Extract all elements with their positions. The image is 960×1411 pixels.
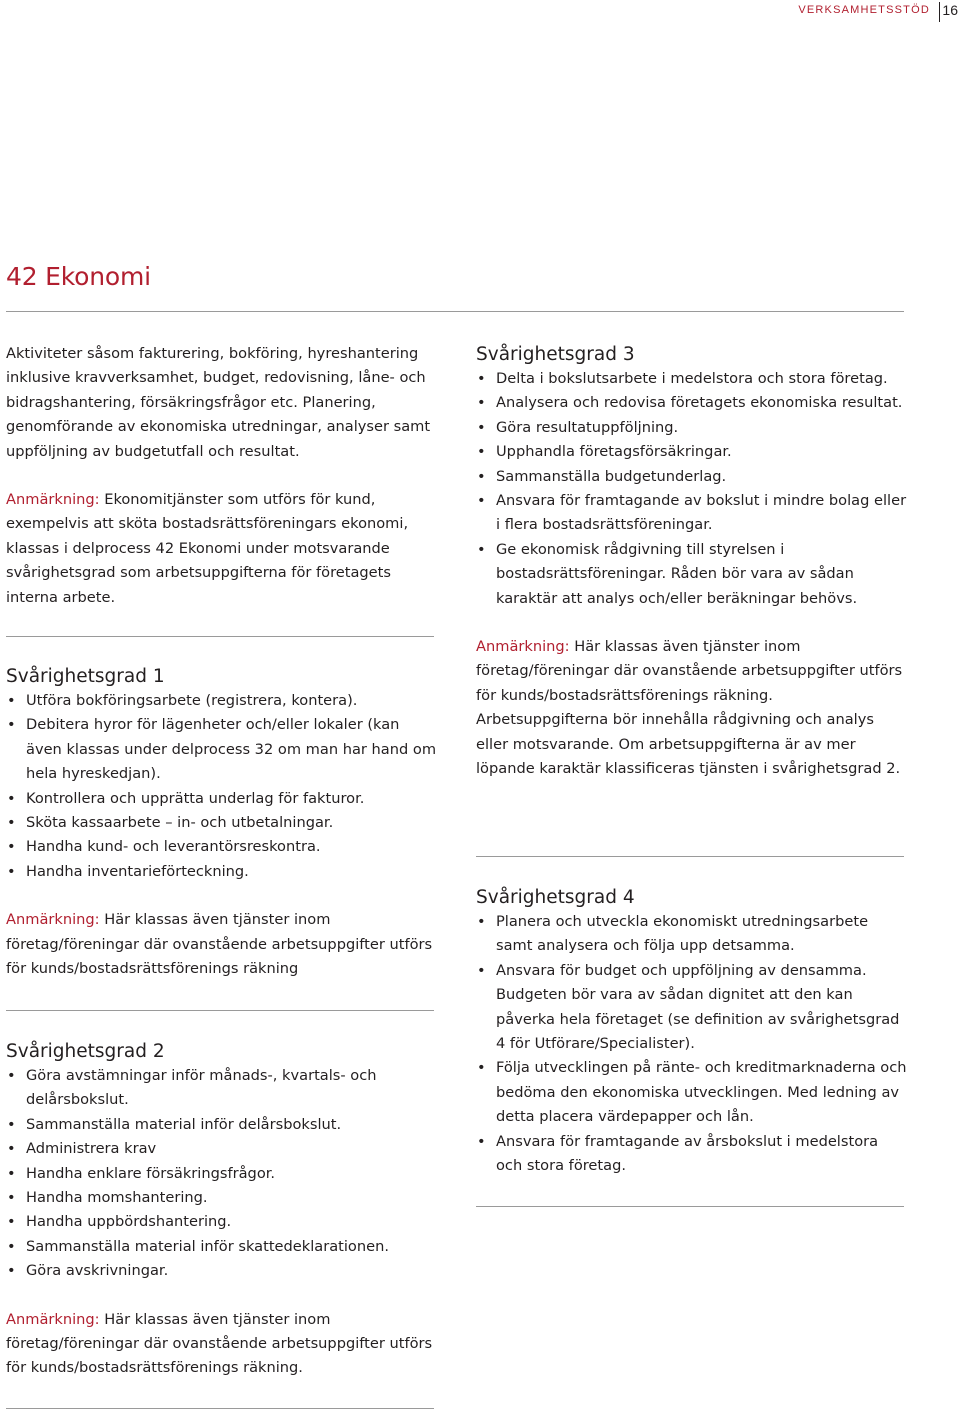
- level3-list: [476, 367, 908, 611]
- note-label: Anmärkning:: [476, 638, 570, 656]
- list-item: • Sammanställa material inför delårsbokslut.: [6, 1113, 438, 1137]
- list-item: • Planera och utveckla ekonomiskt utredningsarbete samt analysera och följa upp detsamma.: [476, 910, 908, 959]
- list-item: • Sammanställa budgetunderlag.: [476, 465, 908, 489]
- list-item: • Handha uppbördshantering.: [6, 1210, 438, 1234]
- note-label: Anmärkning:: [6, 1310, 100, 1328]
- level2-section: [6, 1040, 438, 1381]
- list-item: • Ansvara för budget och uppföljning av densamma. Budgeten bör vara av sådan dignitet att den kan påverka hela företaget (se definition av svårighetsgrad 4 för Utförare/Specialister).: [476, 959, 908, 1057]
- level2-heading: Svårighetsgrad 2: [6, 1041, 165, 1062]
- page-title: 42 Ekonomi: [6, 262, 151, 291]
- level3-section: [476, 343, 908, 782]
- list-item: • Handha kund- och leverantörsreskontra.: [6, 835, 438, 859]
- list-item: • Sammanställa material inför skattedeklarationen.: [6, 1235, 438, 1259]
- list-item: • Sköta kassaarbete – in- och utbetalningar.: [6, 811, 438, 835]
- level1-list: [6, 689, 438, 884]
- list-item: • Utföra bokföringsarbete (registrera, kontera).: [6, 689, 438, 713]
- note-text: Här klassas även tjänster inom företag/föreningar där ovanstående arbetsuppgifter utförs för kunds/bostadsrättsförenings räkning. Arbetsuppgifterna bör innehålla rådgivning och analys eller motsvarande. Om arbetsuppgifterna är av mer löpande karaktär klassificeras tjänsten i svårighetsgrad 2.: [476, 638, 903, 778]
- list-item: • Handha enklare försäkringsfrågor.: [6, 1162, 438, 1186]
- level4-section: [476, 886, 908, 1178]
- page-header: [0, 2, 960, 20]
- level3-heading: Svårighetsgrad 3: [476, 344, 635, 365]
- list-item: • Administrera krav: [6, 1137, 438, 1161]
- list-item: • Följa utvecklingen på ränte- och kreditmarknaderna och bedöma den ekonomiska utvecklingen. Med ledning av detta placera värdepapper och lån.: [476, 1056, 908, 1129]
- list-item: • Göra resultatuppföljning.: [476, 416, 908, 440]
- level4-list: [476, 910, 908, 1178]
- level4-heading: Svårighetsgrad 4: [476, 887, 635, 908]
- header-divider: [939, 2, 940, 22]
- level2-list: [6, 1064, 438, 1284]
- list-item: • Handha inventarieförteckning.: [6, 860, 438, 884]
- page-number: 16: [942, 2, 958, 18]
- list-item: • Göra avskrivningar.: [6, 1259, 438, 1283]
- list-item: • Ge ekonomisk rådgivning till styrelsen i bostadsrättsföreningar. Råden bör vara av sådan karaktär att analys och/eller beräkningar behövs.: [476, 538, 908, 611]
- note-text: Ekonomitjänster som utförs för kund, exempelvis att sköta bostadsrättsföreningars ekonomi, klassas i delprocess 42 Ekonomi under motsvarande svårighetsgrad som arbetsuppgifterna för företagets interna arbete.: [6, 491, 409, 606]
- list-item: • Ansvara för framtagande av bokslut i mindre bolag eller i flera bostadsrättsföreningar.: [476, 489, 908, 538]
- list-item: • Debitera hyror för lägenheter och/eller lokaler (kan även klassas under delprocess 32 om man har hand om hela hyreskedjan).: [6, 713, 438, 786]
- level1-heading: Svårighetsgrad 1: [6, 666, 165, 687]
- note-label: Anmärkning:: [6, 911, 100, 929]
- list-item: • Upphandla företagsförsäkringar.: [476, 440, 908, 464]
- section-divider: [6, 1408, 434, 1409]
- intro-paragraph: Aktiviteter såsom fakturering, bokföring, hyreshantering inklusive kravverksamhet, budget, redovisning, låne- och bidragshantering, försäkringsfrågor etc. Planering, genomförande av ekonomiska utredningar, analyser samt uppföljning av budgetutfall och resultat.: [6, 345, 431, 460]
- level3-note: [476, 635, 908, 781]
- note-label: Anmärkning:: [6, 491, 100, 509]
- section-label: VERKSAMHETSSTÖD: [798, 4, 930, 16]
- section-divider: [6, 636, 434, 637]
- level1-section: [6, 665, 438, 981]
- intro-note: [6, 488, 438, 610]
- section-divider: [6, 1010, 434, 1011]
- list-item: • Delta i bokslutsarbete i medelstora och stora företag.: [476, 367, 908, 391]
- section-divider: [476, 856, 904, 857]
- list-item: • Analysera och redovisa företagets ekonomiska resultat.: [476, 391, 908, 415]
- list-item: • Göra avstämningar inför månads-, kvartals- och delårsbokslut.: [6, 1064, 438, 1113]
- left-column: [6, 342, 438, 610]
- list-item: • Ansvara för framtagande av årsbokslut i medelstora och stora företag.: [476, 1130, 908, 1179]
- level1-note: [6, 908, 438, 981]
- title-divider: [6, 311, 904, 312]
- list-item: • Kontrollera och upprätta underlag för fakturor.: [6, 787, 438, 811]
- section-divider: [476, 1206, 904, 1207]
- level2-note: [6, 1308, 438, 1381]
- note-text: Här klassas även tjänster inom företag/föreningar där ovanstående arbetsuppgifter utförs för kunds/bostadsrättsförenings räkning: [6, 911, 433, 978]
- list-item: • Handha momshantering.: [6, 1186, 438, 1210]
- note-text: Här klassas även tjänster inom företag/föreningar där ovanstående arbetsuppgifter utförs för kunds/bostadsrättsförenings räkning.: [6, 1310, 433, 1377]
